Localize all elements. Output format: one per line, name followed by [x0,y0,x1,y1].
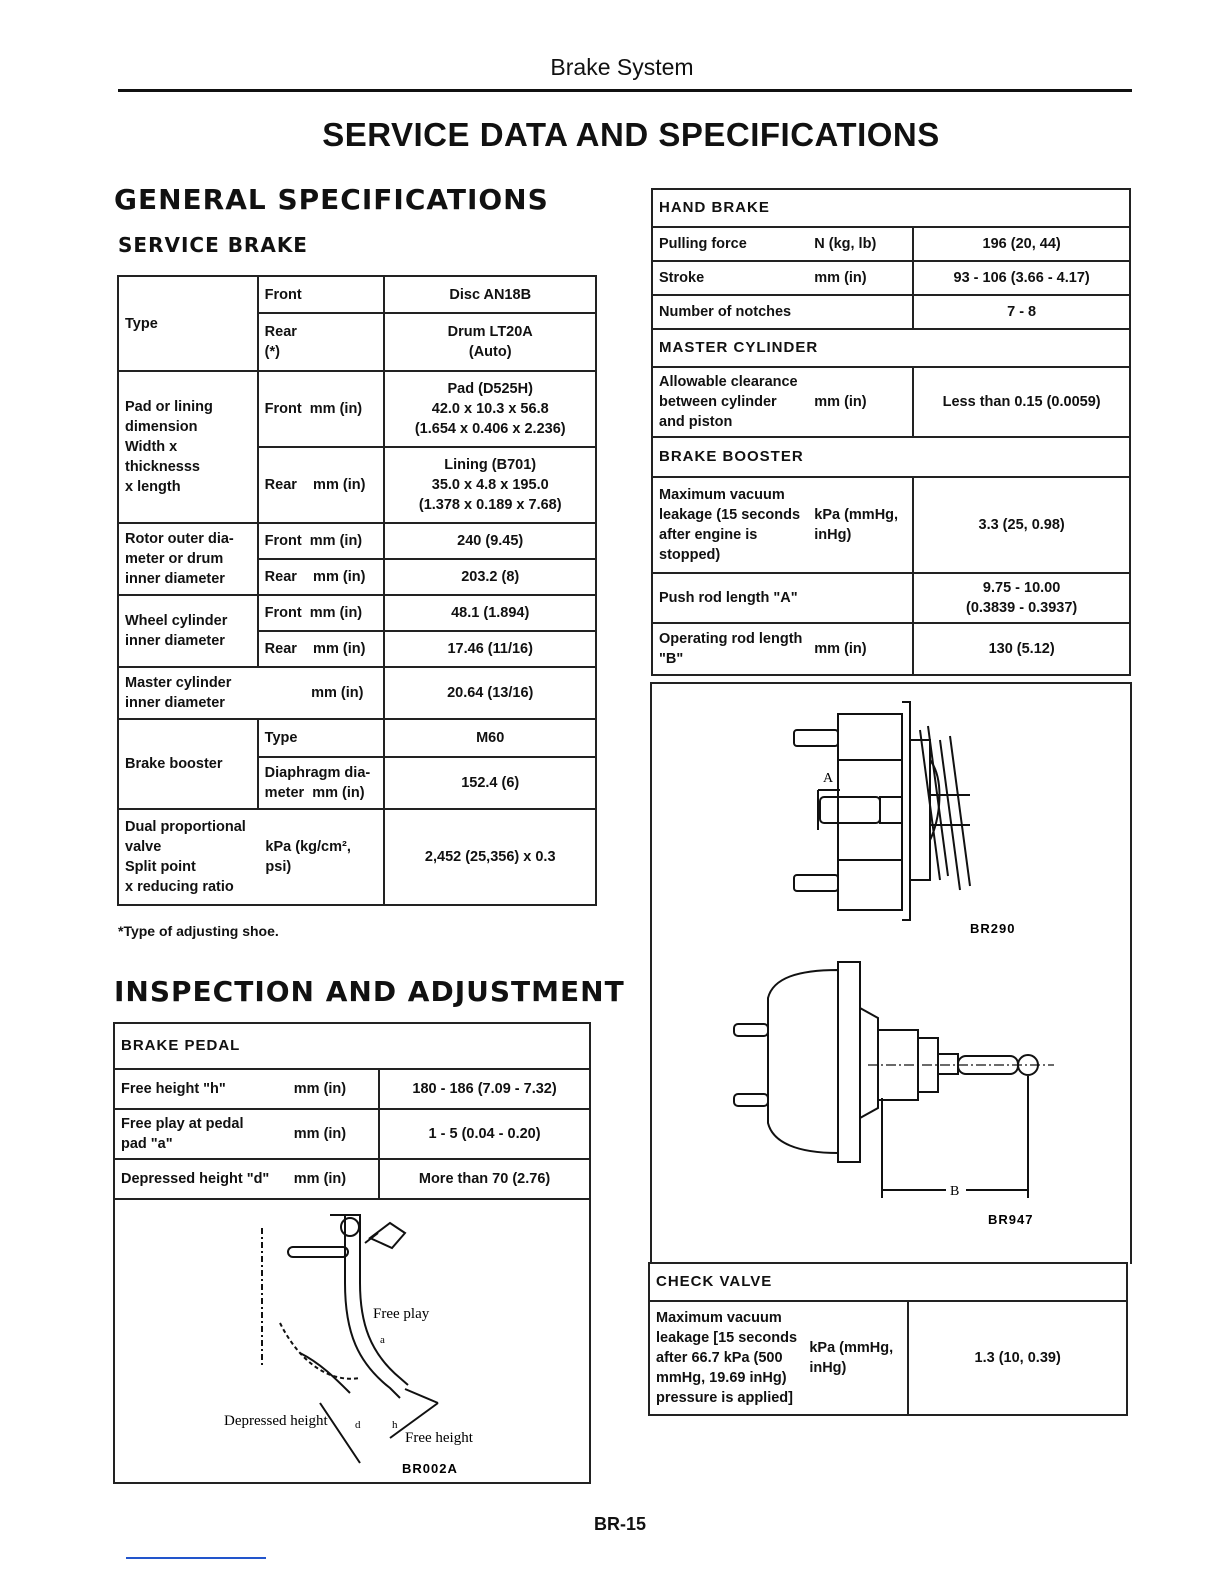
footnote: *Type of adjusting shoe. [118,923,279,939]
stroke-label: Stroke mm (in) [652,261,913,295]
footer-link-rule [126,1557,266,1559]
header-rule [118,89,1132,92]
booster-type-value: M60 [384,719,596,757]
push-rod-value: 9.75 - 10.00 (0.3839 - 0.3937) [913,573,1130,623]
dual-proportional-value: 2,452 (25,356) x 0.3 [384,809,596,905]
clearance-value: Less than 0.15 (0.0059) [913,367,1130,437]
pad-rear-value: Lining (B701) 35.0 x 4.8 x 195.0 (1.378 x 0.189 x 7.68) [384,447,596,523]
stroke-value: 93 - 106 (3.66 - 4.17) [913,261,1130,295]
depressed-height-callout: Depressed height [224,1413,328,1429]
operating-rod-label: Operating rod length "B" mm (in) [652,623,913,675]
type-rear: Rear (*) [258,313,385,371]
clearance-label: Allowable clearance between cylinder and piston mm (in) [652,367,913,437]
pulling-force-value: 196 (20, 44) [913,227,1130,261]
wheel-rear-value: 17.46 (11/16) [384,631,596,667]
free-play-value: 1 - 5 (0.04 - 0.20) [379,1109,590,1159]
rotor-front-value: 240 (9.45) [384,523,596,559]
wheel-rear-unit: Rear mm (in) [258,631,385,667]
figure-label-br002a: BR002A [402,1461,458,1476]
rotor-rear-value: 203.2 (8) [384,559,596,595]
check-valve-leak-label: Maximum vacuum leakage [15 seconds after 66.7 kPa (500 mmHg, 19.69 inHg) pressure is applied] kPa (mmHg, inHg) [649,1301,908,1415]
dual-proportional-label: Dual proportional valve Split point x reducing ratio kPa (kg/cm², psi) [118,809,384,905]
booster-leak-value: 3.3 (25, 0.98) [913,477,1130,573]
free-height-value: 180 - 186 (7.09 - 7.32) [379,1069,590,1109]
brake-pedal-figure [200,1203,500,1479]
pad-lining-label: Pad or lining dimension Width x thicknesss x length [118,371,258,523]
service-brake-table [117,275,597,906]
master-cylinder-heading: MASTER CYLINDER [652,329,1130,367]
hand-brake-booster-table [651,188,1131,676]
push-rod-label: Push rod length "A" [652,573,913,623]
type-rear-value: Drum LT20A (Auto) [384,313,596,371]
depressed-height-value: More than 70 (2.76) [379,1159,590,1199]
free-play-label: Free play at pedal pad "a" mm (in) [114,1109,379,1159]
pulling-force-label: Pulling force N (kg, lb) [652,227,913,261]
depressed-height-label: Depressed height "d" mm (in) [114,1159,379,1199]
figure-label-br290: BR290 [970,921,1016,936]
type-front-value: Disc AN18B [384,276,596,313]
booster-type: Type [258,719,385,757]
brake-booster-label: Brake booster [118,719,258,809]
wheel-front-unit: Front mm (in) [258,595,385,631]
push-rod-figure [780,700,1050,950]
operating-rod-figure [728,958,1058,1230]
brake-pedal-heading: BRAKE PEDAL [114,1023,590,1069]
rotor-rear-unit: Rear mm (in) [258,559,385,595]
type-front: Front [258,276,385,313]
free-height-callout: Free height [405,1430,473,1446]
push-rod-a-mark: A [823,771,834,786]
section-header: Brake System [550,54,694,80]
type-label: Type [118,276,258,371]
master-cylinder-label: Master cylinder inner diameter mm (in) [118,667,384,719]
wheel-front-value: 48.1 (1.894) [384,595,596,631]
pad-front-unit: Front mm (in) [258,371,385,447]
notches-label: Number of notches [652,295,913,329]
notches-value: 7 - 8 [913,295,1130,329]
free-play-callout: Free play [373,1306,430,1322]
booster-diaphragm-value: 152.4 (6) [384,757,596,809]
operating-rod-b-mark: B [950,1184,960,1199]
booster-leak-label: Maximum vacuum leakage (15 seconds after engine is stopped) kPa (mmHg, inHg) [652,477,913,573]
general-specifications-heading: GENERAL SPECIFICATIONS [114,183,549,216]
operating-rod-value: 130 (5.12) [913,623,1130,675]
check-valve-table [648,1262,1128,1416]
rotor-front-unit: Front mm (in) [258,523,385,559]
master-cylinder-value: 20.64 (13/16) [384,667,596,719]
rotor-label: Rotor outer dia- meter or drum inner diameter [118,523,258,595]
booster-diaphragm: Diaphragm dia- meter mm (in) [258,757,385,809]
pad-rear-unit: Rear mm (in) [258,447,385,523]
check-valve-heading: CHECK VALVE [649,1263,1127,1301]
figure-label-br947: BR947 [988,1212,1034,1227]
inspection-adjustment-heading: INSPECTION AND ADJUSTMENT [114,975,625,1008]
wheel-cylinder-label: Wheel cylinder inner diameter [118,595,258,667]
depressed-d-mark: d [355,1419,361,1431]
page-number: BR-15 [593,1514,646,1534]
hand-brake-heading: HAND BRAKE [652,189,1130,227]
page-title: SERVICE DATA AND SPECIFICATIONS [322,116,940,153]
free-height-label: Free height "h" mm (in) [114,1069,379,1109]
brake-booster-heading: BRAKE BOOSTER [652,437,1130,477]
check-valve-value: 1.3 (10, 0.39) [908,1301,1127,1415]
free-height-h-mark: h [392,1419,398,1431]
free-play-a-mark: a [380,1334,385,1346]
service-brake-heading: SERVICE BRAKE [118,233,308,257]
pad-front-value: Pad (D525H) 42.0 x 10.3 x 56.8 (1.654 x 0.406 x 2.236) [384,371,596,447]
